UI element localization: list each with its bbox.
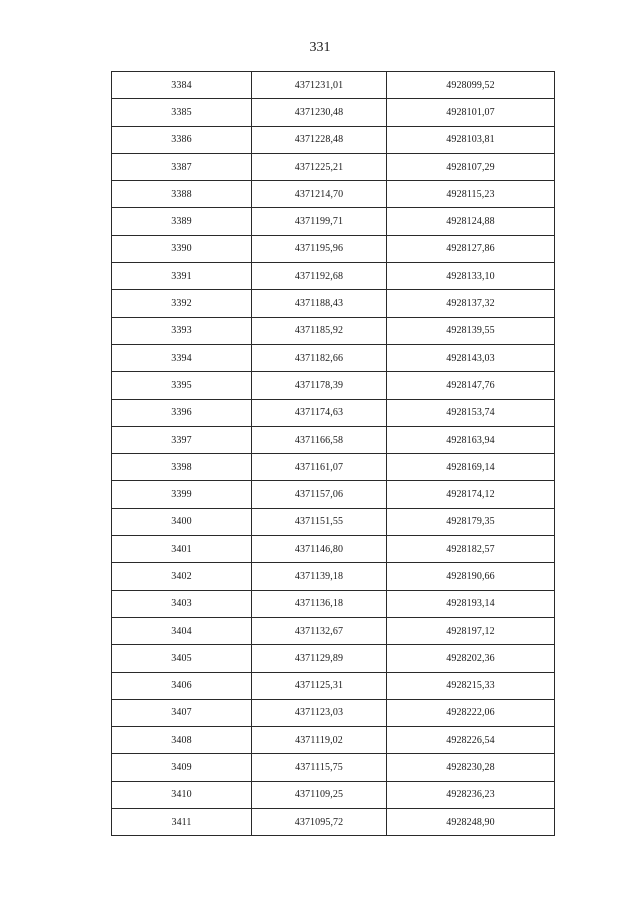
table-row [112,235,555,262]
x-coordinate-cell: 4371129,89 [252,645,387,672]
x-coordinate-cell: 4371115,75 [252,754,387,781]
table-row [112,153,555,180]
point-number-cell: 3407 [112,699,252,726]
point-number-cell: 3389 [112,208,252,235]
x-coordinate-cell: 4371166,58 [252,426,387,453]
point-number-cell: 3408 [112,727,252,754]
point-number-cell: 3396 [112,399,252,426]
x-coordinate-cell: 4371192,68 [252,263,387,290]
table-row [112,317,555,344]
point-number-cell: 3403 [112,590,252,617]
table-row [112,727,555,754]
table-row [112,181,555,208]
y-coordinate-cell: 4928139,55 [387,317,555,344]
point-number-cell: 3394 [112,344,252,371]
y-coordinate-cell: 4928197,12 [387,617,555,644]
x-coordinate-cell: 4371109,25 [252,781,387,808]
point-number-cell: 3388 [112,181,252,208]
x-coordinate-cell: 4371185,92 [252,317,387,344]
table-row [112,99,555,126]
x-coordinate-cell: 4371136,18 [252,590,387,617]
x-coordinate-cell: 4371182,66 [252,344,387,371]
point-number-cell: 3410 [112,781,252,808]
y-coordinate-cell: 4928193,14 [387,590,555,617]
y-coordinate-cell: 4928163,94 [387,426,555,453]
y-coordinate-cell: 4928190,66 [387,563,555,590]
y-coordinate-cell: 4928127,86 [387,235,555,262]
y-coordinate-cell: 4928147,76 [387,372,555,399]
y-coordinate-cell: 4928099,52 [387,72,555,99]
table-row [112,781,555,808]
x-coordinate-cell: 4371228,48 [252,126,387,153]
y-coordinate-cell: 4928230,28 [387,754,555,781]
x-coordinate-cell: 4371095,72 [252,809,387,836]
point-number-cell: 3390 [112,235,252,262]
y-coordinate-cell: 4928182,57 [387,536,555,563]
x-coordinate-cell: 4371125,31 [252,672,387,699]
y-coordinate-cell: 4928248,90 [387,809,555,836]
table-row [112,399,555,426]
point-number-cell: 3392 [112,290,252,317]
point-number-cell: 3391 [112,263,252,290]
point-number-cell: 3398 [112,454,252,481]
point-number-cell: 3400 [112,508,252,535]
point-number-cell: 3411 [112,809,252,836]
y-coordinate-cell: 4928107,29 [387,153,555,180]
point-number-cell: 3404 [112,617,252,644]
point-number-cell: 3399 [112,481,252,508]
point-number-cell: 3402 [112,563,252,590]
y-coordinate-cell: 4928115,23 [387,181,555,208]
point-number-cell: 3385 [112,99,252,126]
x-coordinate-cell: 4371188,43 [252,290,387,317]
point-number-cell: 3384 [112,72,252,99]
point-number-cell: 3405 [112,645,252,672]
x-coordinate-cell: 4371157,06 [252,481,387,508]
point-number-cell: 3386 [112,126,252,153]
y-coordinate-cell: 4928101,07 [387,99,555,126]
x-coordinate-cell: 4371123,03 [252,699,387,726]
point-number-cell: 3409 [112,754,252,781]
table-row [112,699,555,726]
coordinates-table-body [112,72,555,836]
y-coordinate-cell: 4928137,32 [387,290,555,317]
x-coordinate-cell: 4371199,71 [252,208,387,235]
point-number-cell: 3393 [112,317,252,344]
x-coordinate-cell: 4371231,01 [252,72,387,99]
y-coordinate-cell: 4928202,36 [387,645,555,672]
x-coordinate-cell: 4371195,96 [252,235,387,262]
x-coordinate-cell: 4371139,18 [252,563,387,590]
x-coordinate-cell: 4371174,63 [252,399,387,426]
coordinates-table [111,71,555,836]
table-row [112,508,555,535]
table-row [112,672,555,699]
table-row [112,208,555,235]
y-coordinate-cell: 4928103,81 [387,126,555,153]
table-row [112,263,555,290]
x-coordinate-cell: 4371161,07 [252,454,387,481]
table-row [112,426,555,453]
y-coordinate-cell: 4928169,14 [387,454,555,481]
y-coordinate-cell: 4928236,23 [387,781,555,808]
y-coordinate-cell: 4928143,03 [387,344,555,371]
table-row [112,536,555,563]
point-number-cell: 3395 [112,372,252,399]
table-row [112,617,555,644]
point-number-cell: 3401 [112,536,252,563]
x-coordinate-cell: 4371214,70 [252,181,387,208]
table-row [112,454,555,481]
table-row [112,126,555,153]
y-coordinate-cell: 4928179,35 [387,508,555,535]
x-coordinate-cell: 4371178,39 [252,372,387,399]
table-row [112,754,555,781]
x-coordinate-cell: 4371119,02 [252,727,387,754]
table-row [112,481,555,508]
table-row [112,563,555,590]
y-coordinate-cell: 4928153,74 [387,399,555,426]
table-row [112,645,555,672]
y-coordinate-cell: 4928133,10 [387,263,555,290]
table-row [112,344,555,371]
x-coordinate-cell: 4371132,67 [252,617,387,644]
y-coordinate-cell: 4928226,54 [387,727,555,754]
x-coordinate-cell: 4371230,48 [252,99,387,126]
point-number-cell: 3406 [112,672,252,699]
point-number-cell: 3397 [112,426,252,453]
x-coordinate-cell: 4371151,55 [252,508,387,535]
x-coordinate-cell: 4371225,21 [252,153,387,180]
page-number: 331 [309,40,331,55]
y-coordinate-cell: 4928174,12 [387,481,555,508]
y-coordinate-cell: 4928124,88 [387,208,555,235]
table-row [112,290,555,317]
y-coordinate-cell: 4928215,33 [387,672,555,699]
y-coordinate-cell: 4928222,06 [387,699,555,726]
table-row [112,809,555,836]
table-row [112,72,555,99]
x-coordinate-cell: 4371146,80 [252,536,387,563]
table-row [112,372,555,399]
point-number-cell: 3387 [112,153,252,180]
table-row [112,590,555,617]
